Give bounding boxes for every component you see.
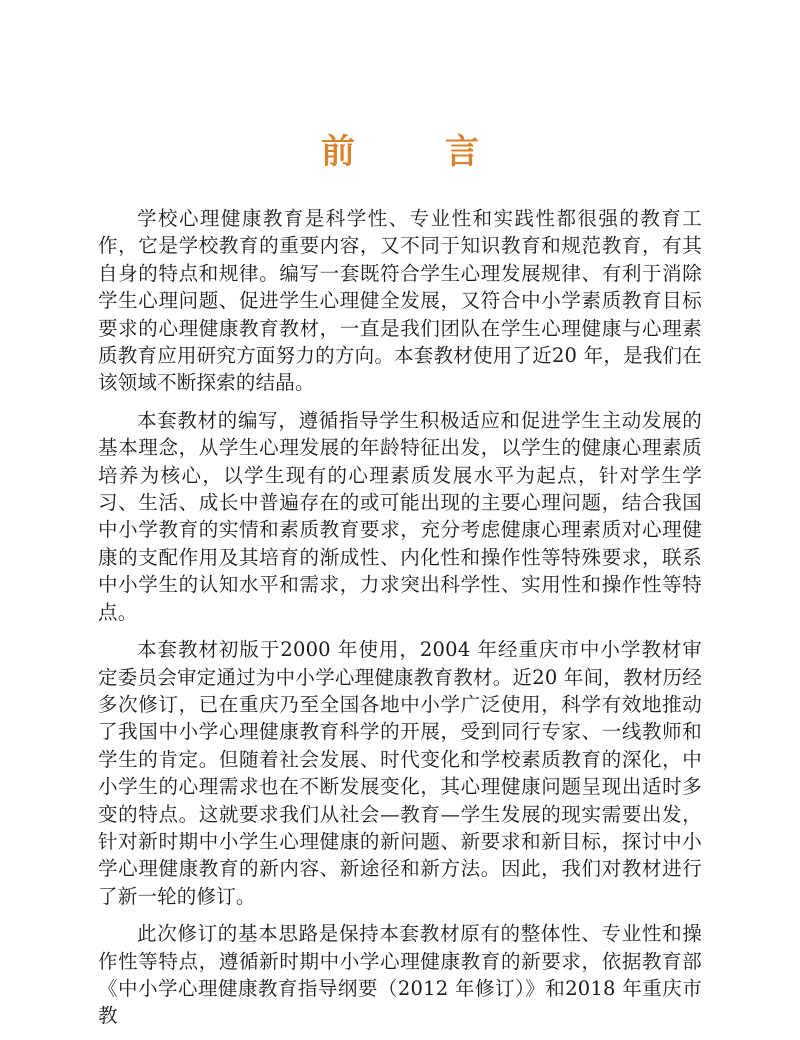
paragraph-3: 本套教材初版于2000 年使用，2004 年经重庆市中小学教材审定委员会审定通过为中小学心理健康教育教材。近20 年间，教材历经多次修订，已在重庆乃至全国各地中小学广泛使用，科学有效地推动了我国中小学心理健康教育科学的开展，受到同行专家、一线教师和学生的肯定。但随着社会发展、时代变化和学校素质教育的深化，中小学生的心理需求也在不断发展变化，其心理健康问题呈现出适时多变的特点。这就要求我们从社会—教育—学生发展的现实需要出发，针对新时期中小学生心理健康的新问题、新要求和新目标，探讨中小学心理健康教育的新内容、新途径和新方法。因此，我们对教材进行了新一轮的修订。 [98, 638, 702, 908]
page-title: 前 言 [321, 132, 507, 172]
document-body [98, 205, 702, 1040]
paragraph-1: 学校心理健康教育是科学性、专业性和实践性都很强的教育工作，它是学校教育的重要内容，又不同于知识教育和规范教育，有其自身的特点和规律。编写一套既符合学生心理发展规律、有利于消除学生心理问题、促进学生心理健全发展，又符合中小学素质教育目标要求的心理健康教育教材，一直是我们团队在学生心理健康与心理素质教育应用研究方面努力的方向。本套教材使用了近20 年，是我们在该领域不断探索的结晶。 [98, 207, 702, 395]
paragraph-2: 本套教材的编写，遵循指导学生积极适应和促进学生主动发展的基本理念，从学生心理发展的年龄特征出发，以学生的健康心理素质培养为核心，以学生现有的心理素质发展水平为起点，针对学生学习、生活、成长中普遍存在的或可能出现的主要心理问题，结合我国中小学教育的实情和素质教育要求，充分考虑健康心理素质对心理健康的支配作用及其培育的渐成性、内化性和操作性等特殊要求，联系中小学生的认知水平和需求，力求突出科学性、实用性和操作性等特点。 [98, 408, 702, 624]
paragraph-4: 此次修订的基本思路是保持本套教材原有的整体性、专业性和操作性等特点，遵循新时期中小学心理健康教育的新要求，依据教育部《中小学心理健康教育指导纲要（2012 年修订）》和2018 年重庆市教 [98, 922, 702, 1028]
